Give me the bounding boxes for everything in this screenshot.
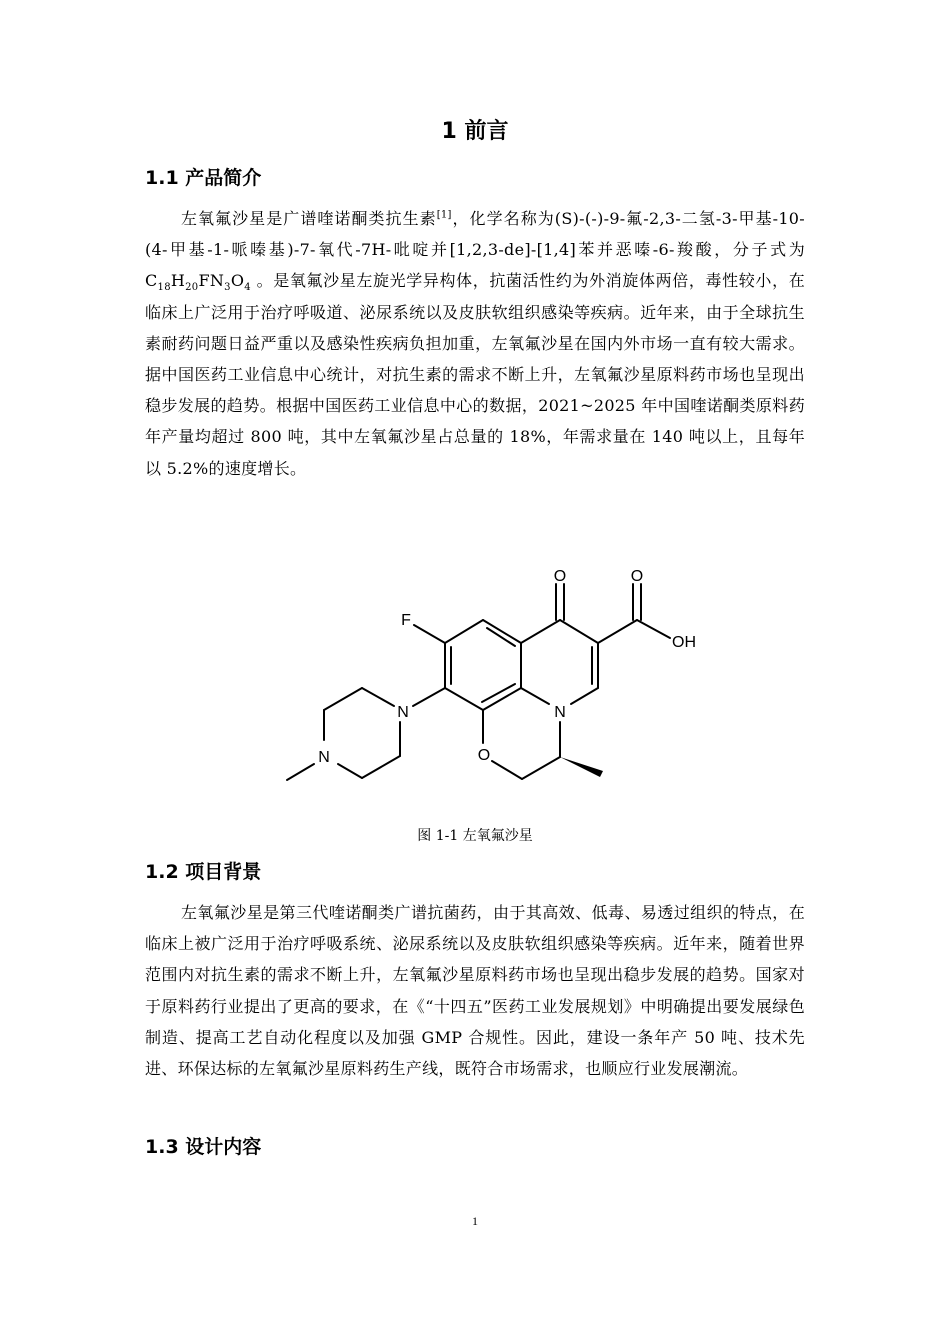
intro-text-part2: ，化学名称为(S)-(-)-9-氟-2,3-二氢-3-甲基-10-(4-甲基-1-哌嗪基)-7-氧代-7H-吡啶并[1,2,3-de]-[1,4]苯并恶嗪-6-羧酸，分子式为 xyxy=(145,209,805,260)
project-background-paragraph: 左氧氟沙星是第三代喹诺酮类广谱抗菌药，由于其高效、低毒、易透过组织的特点，在临床上被广泛用于治疗呼吸系统、泌尿系统以及皮肤软组织感染等疾病。近年来，随着世界范围内对抗生素的需求不断上升，左氧氟沙星原料药市场也呈现出稳步发展的趋势。国家对于原料药行业提出了更高的要求，在《“十四五”医药工业发展规划》中明确提出要发展绿色制造、提高工艺自动化程度以及加强 GMP 合规性。因此，建设一条年产 50 吨、技术先进、环保达标的左氧氟沙星原料药生产线，既符合市场需求，也顺应行业发展潮流。 xyxy=(145,903,805,1079)
section-heading-project-background: 1.2 项目背景 xyxy=(145,861,262,883)
citation-ref: [1] xyxy=(436,209,452,221)
figure-caption: 图 1-1 左氧氟沙星 xyxy=(417,828,533,844)
section-heading-product-intro: 1.1 产品简介 xyxy=(145,167,262,189)
intro-text-part1: 左氧氟沙星是广谱喹诺酮类抗生素 xyxy=(181,209,437,228)
page-number: 1 xyxy=(472,1214,478,1228)
atom-label-ring-oxygen: O xyxy=(477,747,491,764)
molecular-formula: $C_{18}H_{20}FN_3O_4$ xyxy=(145,271,251,294)
atom-label-ketone-oxygen: O xyxy=(553,568,567,585)
section-heading-design-content: 1.3 设计内容 xyxy=(145,1136,262,1158)
chapter-title: 1 前言 xyxy=(441,119,509,144)
atom-label-piperazine-nitrogen: N xyxy=(397,704,409,721)
atom-label-hydroxyl: OH xyxy=(672,634,696,651)
levofloxacin-structure-figure xyxy=(280,555,710,795)
intro-text-part3: 。是氧氟沙星左旋光学异构体，抗菌活性约为外消旋体两倍，毒性较小，在临床上广泛用于治疗呼吸道、泌尿系统以及皮肤软组织感染等疾病。近年来，由于全球抗生素耐药问题日益严重以及感染性疾病负担加重，左氧氟沙星在国内外市场一直有较大需求。据中国医药工业信息中心统计，对抗生素的需求不断上升，左氧氟沙星原料药市场也呈现出稳步发展的趋势。根据中国医药工业信息中心的数据，2021~2025 年中国喹诺酮类原料药年产量均超过 800 吨，其中左氧氟沙星占总量的 18%，年需求量在 140 吨以上，且每年以 5.2%的速度增长。 xyxy=(145,271,805,478)
atom-label-acid-oxygen: O xyxy=(630,568,644,585)
product-intro-paragraph xyxy=(145,203,805,484)
atom-label-ring-nitrogen: N xyxy=(554,704,566,721)
atom-label-methyl-nitrogen: N xyxy=(318,749,330,766)
atom-label-fluorine: F xyxy=(401,612,411,629)
